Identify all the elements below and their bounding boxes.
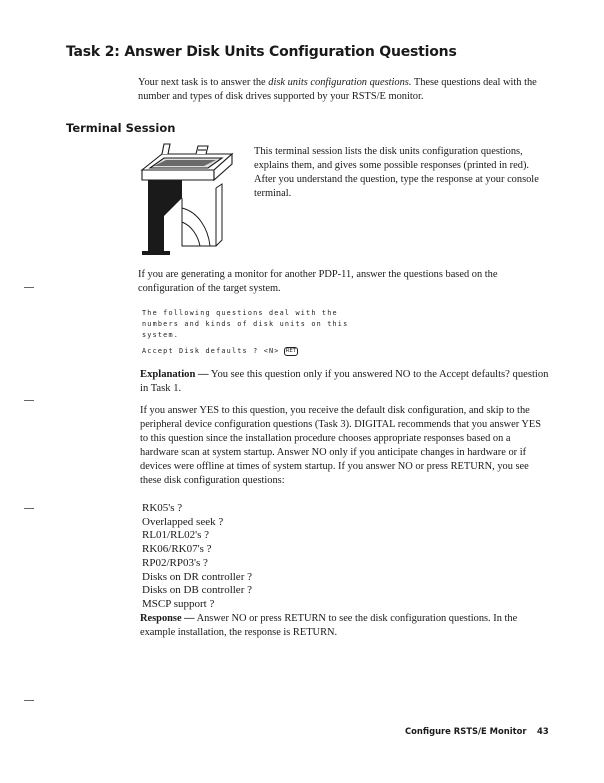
target-system-note: If you are generating a monitor for another PDP-11, answer the questions based on the configuration of the target system. xyxy=(138,269,498,294)
return-key-badge: RET xyxy=(285,348,297,354)
margin-mark xyxy=(24,700,34,701)
disk-question-list xyxy=(142,502,252,612)
intro-paragraph xyxy=(138,76,538,104)
list-item: RP02/RP03's ? xyxy=(142,556,208,569)
list-item: RK06/RK07's ? xyxy=(142,543,212,556)
page-number: 43 xyxy=(537,726,549,736)
console-prompt-line xyxy=(142,346,298,357)
page-heading: Task 2: Answer Disk Units Configuration Questions xyxy=(66,44,457,60)
intro-text-before: Your next task is to answer the xyxy=(138,77,269,88)
response-text: Answer NO or press RETURN to see the disk configuration questions. In the example installation, the response is RETURN. xyxy=(140,613,518,638)
list-item: Overlapped seek ? xyxy=(142,515,224,528)
console-prompt: Accept Disk defaults ? <N> xyxy=(142,347,280,355)
intro-text-after: These questions deal with the number and types of disk drives supported by your RSTS/E monitor. xyxy=(138,77,537,102)
list-item: RL01/RL02's ? xyxy=(142,529,210,542)
explanation-label: Explanation — xyxy=(140,369,209,380)
console-output xyxy=(142,308,348,341)
margin-mark xyxy=(24,400,34,401)
terminal-illustration xyxy=(136,142,236,257)
margin-mark xyxy=(24,287,34,288)
response-paragraph xyxy=(140,612,550,640)
intro-emphasis: disk units configuration questions. xyxy=(268,77,412,88)
terminal-session-description: This terminal session lists the disk units configuration questions, explains them, and gives some possible responses (printed in red). After you understand the question, type the response at your console terminal. xyxy=(254,146,539,199)
list-item: MSCP support ? xyxy=(142,597,215,610)
yes-answer-paragraph: If you answer YES to this question, you receive the default disk configuration, and skip to the peripheral device configuration questions (Task 3). DIGITAL recommends that you answer YES to this question since the installation procedure chooses appropriate responses based on a hardware scan at system startup. Answer NO only if you anticipate changes in hardware or if devices were offline at times of system startup. If you answer NO or press RETURN, you see these disk configuration questions: xyxy=(140,405,542,486)
list-item: Disks on DR controller ? xyxy=(142,570,252,583)
explanation-text: You see this question only if you answered NO to the Accept defaults? question in Task 1. xyxy=(140,369,549,394)
footer-title: Configure RSTS/E Monitor xyxy=(405,726,527,736)
section-subheading: Terminal Session xyxy=(66,121,176,135)
margin-mark xyxy=(24,508,34,509)
list-item: Disks on DB controller ? xyxy=(142,584,252,597)
response-label: Response — xyxy=(140,613,195,624)
explanation-paragraph xyxy=(140,368,550,396)
list-item: RK05's ? xyxy=(142,502,183,514)
console-line: The following questions deal with the xyxy=(142,309,338,317)
console-line: system. xyxy=(142,331,180,339)
console-line: numbers and kinds of disk units on this xyxy=(142,320,349,328)
